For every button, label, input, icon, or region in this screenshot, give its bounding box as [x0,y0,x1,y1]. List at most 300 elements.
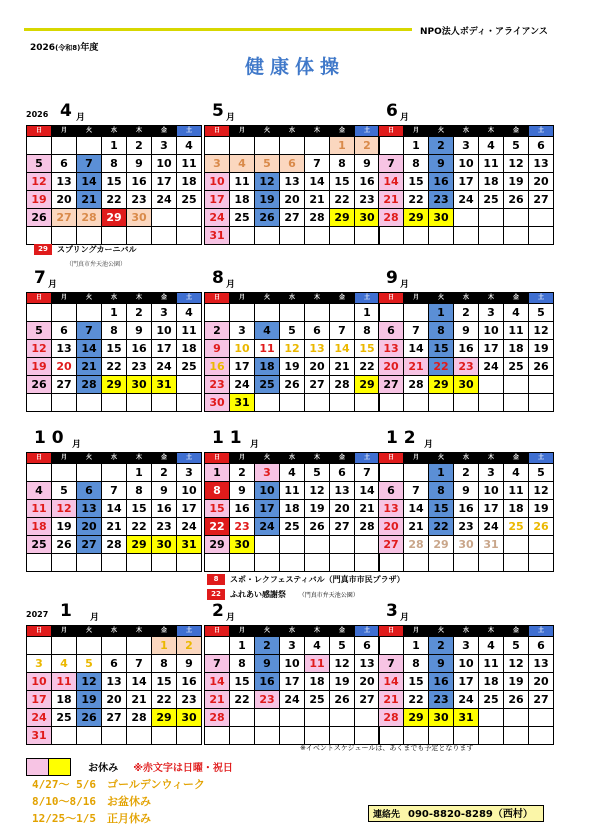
month-10 [26,601,197,745]
event-venue: （門真市弁天池公園） [298,592,359,599]
day-cell [280,709,305,727]
day-cell [305,709,330,727]
day-cell [504,376,529,394]
day-cell: 25 [255,376,280,394]
day-cell: 21 [305,191,330,209]
month-table [378,452,554,572]
page-title: 健康体操 [244,56,345,78]
day-cell: 15 [404,673,429,691]
era: (令和8) [55,44,81,52]
day-cell: 10 [479,482,504,500]
weekday-label: 日 [379,453,404,464]
day-cell: 20 [379,518,404,536]
day-cell: 5 [27,155,52,173]
day-cell: 7 [305,155,330,173]
day-cell [255,394,280,412]
month-table [26,452,202,572]
day-cell: 7 [127,655,152,673]
day-cell: 6 [305,322,330,340]
day-cell: 4 [504,464,529,482]
day-cell: 20 [355,673,380,691]
week-row [205,304,380,322]
day-cell: 17 [280,673,305,691]
day-cell [330,394,355,412]
legend-note: ※赤文字は日曜・祝日 [133,763,233,774]
day-cell [280,304,305,322]
day-cell: 23 [152,518,177,536]
day-cell: 7 [355,464,380,482]
week-row [379,536,554,554]
day-cell: 22 [152,691,177,709]
week-row [27,482,202,500]
day-cell: 25 [230,209,255,227]
day-cell [230,227,255,245]
month-header [26,268,196,292]
day-cell [102,727,127,745]
week-row [205,340,380,358]
day-cell: 18 [52,691,77,709]
day-cell: 19 [27,191,52,209]
day-cell [330,536,355,554]
day-cell [52,554,77,572]
month-table [378,292,554,412]
day-cell: 3 [27,655,52,673]
day-cell: 17 [152,173,177,191]
day-cell [280,227,305,245]
weekday-label: 火 [77,453,102,464]
event-note-nov-1 [207,574,405,585]
day-cell: 24 [454,691,479,709]
month-8 [204,428,375,572]
day-cell: 10 [152,322,177,340]
weekday-label: 金 [152,293,177,304]
day-cell: 24 [255,518,280,536]
day-cell [529,709,554,727]
day-cell [529,536,554,554]
month-table [378,625,554,745]
day-cell: 6 [52,322,77,340]
day-cell [52,304,77,322]
day-cell: 26 [305,518,330,536]
day-cell [355,227,380,245]
day-cell: 29 [429,376,454,394]
day-cell: 26 [529,518,554,536]
month-header [204,101,374,125]
day-cell [255,137,280,155]
weekday-label: 水 [102,126,127,137]
weekday-label: 月 [230,453,255,464]
day-cell: 3 [152,137,177,155]
day-cell: 6 [102,655,127,673]
day-cell: 3 [205,155,230,173]
weekday-label: 木 [305,626,330,637]
day-cell [27,227,52,245]
week-row [205,155,380,173]
day-cell [255,554,280,572]
day-cell [27,464,52,482]
day-cell [355,709,380,727]
day-cell: 4 [280,464,305,482]
month-suffix: 月 [226,280,236,290]
week-row [27,209,202,227]
day-cell: 13 [77,500,102,518]
day-cell: 9 [454,322,479,340]
day-cell: 7 [102,482,127,500]
day-cell: 28 [330,376,355,394]
weekday-label: 木 [479,453,504,464]
month-number: 3 [386,601,398,621]
day-cell: 8 [102,155,127,173]
month-suffix: 月 [424,440,434,450]
week-row [205,376,380,394]
day-cell: 14 [305,173,330,191]
day-cell: 27 [330,518,355,536]
week-row [27,394,202,412]
weekday-label: 木 [479,293,504,304]
day-cell: 6 [330,464,355,482]
day-cell [280,536,305,554]
day-cell: 6 [52,155,77,173]
day-cell: 8 [152,655,177,673]
day-cell: 23 [127,191,152,209]
day-cell: 16 [454,500,479,518]
day-cell [27,137,52,155]
month-number: 1 0 [34,428,64,448]
weekday-label: 土 [355,453,380,464]
month-header [378,268,548,292]
day-cell: 10 [454,655,479,673]
day-cell: 26 [255,209,280,227]
weekday-label: 金 [152,626,177,637]
month-number: 7 [34,268,46,288]
day-cell: 5 [330,637,355,655]
day-cell: 5 [504,137,529,155]
day-cell: 4 [52,655,77,673]
day-cell [305,227,330,245]
day-cell: 2 [355,137,380,155]
day-cell: 21 [355,500,380,518]
day-cell: 27 [379,376,404,394]
year-label: 2027 [26,610,49,619]
day-cell [255,227,280,245]
day-cell: 28 [77,209,102,227]
day-cell: 25 [479,191,504,209]
day-cell: 11 [52,673,77,691]
day-cell [379,394,404,412]
day-cell: 25 [504,518,529,536]
day-cell: 27 [52,209,77,227]
day-cell: 5 [255,155,280,173]
month-number: 6 [386,101,398,121]
day-cell [205,727,230,745]
weekday-label: 日 [205,453,230,464]
day-cell: 5 [27,322,52,340]
day-cell: 21 [77,358,102,376]
weekday-row [27,126,202,137]
weekday-row [205,126,380,137]
day-cell [152,227,177,245]
weekday-label: 金 [152,126,177,137]
day-cell [280,137,305,155]
day-cell: 27 [102,709,127,727]
day-cell: 21 [404,358,429,376]
weekday-label: 木 [305,293,330,304]
weekday-row [379,453,554,464]
day-cell [205,637,230,655]
weekday-label: 日 [379,626,404,637]
day-cell: 18 [280,500,305,518]
day-cell: 12 [27,173,52,191]
day-cell: 26 [77,709,102,727]
day-cell: 10 [230,340,255,358]
day-cell [177,394,202,412]
day-cell: 26 [529,358,554,376]
day-cell: 16 [177,673,202,691]
day-cell: 1 [102,137,127,155]
day-cell [379,637,404,655]
day-cell: 14 [404,340,429,358]
day-cell: 9 [255,655,280,673]
day-cell [177,554,202,572]
day-cell: 17 [255,500,280,518]
day-cell: 27 [529,191,554,209]
day-cell: 30 [355,209,380,227]
day-cell: 17 [152,340,177,358]
day-cell: 23 [454,518,479,536]
day-cell [504,209,529,227]
day-cell [379,304,404,322]
day-cell: 24 [152,358,177,376]
day-cell: 5 [52,482,77,500]
month-6 [378,268,549,412]
day-cell: 7 [379,655,404,673]
day-cell: 24 [280,691,305,709]
day-cell: 13 [355,655,380,673]
day-cell [429,727,454,745]
week-row [27,358,202,376]
day-cell: 5 [280,322,305,340]
day-cell: 13 [102,673,127,691]
weekday-label: 月 [230,126,255,137]
day-cell: 17 [205,191,230,209]
day-cell [255,304,280,322]
day-cell: 4 [305,637,330,655]
weekday-label: 土 [355,626,380,637]
day-cell [355,727,380,745]
day-cell: 23 [429,191,454,209]
week-row [27,500,202,518]
day-cell [102,394,127,412]
day-cell: 8 [127,482,152,500]
day-cell: 2 [454,464,479,482]
day-cell: 24 [479,518,504,536]
month-suffix: 月 [76,113,86,123]
day-cell: 29 [205,536,230,554]
week-row [379,227,554,245]
holiday-golden-week: 4/27〜 5/6 ゴールデンウィーク [32,778,205,791]
day-cell [330,227,355,245]
day-cell [52,394,77,412]
day-cell: 20 [529,673,554,691]
day-cell: 18 [27,518,52,536]
week-row [205,518,380,536]
day-cell: 8 [102,322,127,340]
day-cell: 15 [152,673,177,691]
week-row [379,518,554,536]
weekday-label: 火 [429,293,454,304]
day-cell: 5 [77,655,102,673]
day-cell: 1 [429,304,454,322]
day-cell [52,727,77,745]
month-5 [204,268,375,412]
weekday-row [379,126,554,137]
day-cell [305,394,330,412]
week-row [379,709,554,727]
day-cell: 26 [27,209,52,227]
day-cell: 15 [102,340,127,358]
week-row [27,155,202,173]
day-cell: 21 [404,518,429,536]
day-cell [27,394,52,412]
week-row [379,482,554,500]
event-label: ふれあい感謝祭 [230,590,286,599]
month-12 [378,601,549,745]
day-cell: 17 [454,673,479,691]
day-cell [77,227,102,245]
day-cell: 9 [429,155,454,173]
day-cell: 20 [330,500,355,518]
day-cell: 31 [152,376,177,394]
day-cell: 22 [127,518,152,536]
day-cell [230,709,255,727]
day-cell [429,554,454,572]
day-cell: 21 [205,691,230,709]
day-cell: 28 [127,709,152,727]
day-cell: 29 [330,209,355,227]
day-cell: 30 [152,536,177,554]
day-cell [305,304,330,322]
week-row [27,227,202,245]
day-cell: 27 [379,536,404,554]
month-table [204,452,380,572]
day-cell: 3 [152,304,177,322]
day-cell [52,137,77,155]
week-row [27,173,202,191]
weekday-label: 木 [479,126,504,137]
day-cell: 29 [102,209,127,227]
month-header [378,101,548,125]
day-cell: 11 [305,655,330,673]
day-cell: 16 [152,500,177,518]
month-suffix: 月 [226,613,236,623]
weekday-label: 土 [177,453,202,464]
day-cell: 18 [177,340,202,358]
day-cell: 15 [102,173,127,191]
weekday-label: 日 [27,293,52,304]
day-cell [77,394,102,412]
day-cell: 12 [52,500,77,518]
week-row [27,691,202,709]
day-cell [205,137,230,155]
week-row [205,209,380,227]
year-suffix: 年度 [80,43,99,53]
day-cell: 10 [152,155,177,173]
day-cell: 14 [355,482,380,500]
week-row [27,673,202,691]
day-cell [529,209,554,227]
day-cell: 2 [127,304,152,322]
day-cell: 28 [404,536,429,554]
week-row [27,536,202,554]
month-table [204,292,380,412]
weekday-label: 水 [102,626,127,637]
day-cell: 8 [355,322,380,340]
week-row [379,304,554,322]
month-number: 4 [60,101,72,121]
month-table [204,625,380,745]
day-cell: 16 [230,500,255,518]
day-cell: 30 [454,376,479,394]
weekday-label: 火 [255,293,280,304]
weekday-label: 日 [205,626,230,637]
day-cell: 18 [305,673,330,691]
day-cell: 12 [27,340,52,358]
weekday-label: 火 [77,626,102,637]
day-cell: 16 [454,340,479,358]
day-cell: 2 [205,322,230,340]
day-cell [479,727,504,745]
day-cell: 22 [102,358,127,376]
week-row [379,358,554,376]
day-cell: 11 [177,322,202,340]
weekday-label: 金 [152,453,177,464]
day-cell [102,554,127,572]
day-cell [230,304,255,322]
day-cell [330,554,355,572]
week-row [379,500,554,518]
weekday-label: 水 [454,626,479,637]
day-cell: 1 [429,464,454,482]
day-cell: 14 [404,500,429,518]
day-cell: 31 [479,536,504,554]
weekday-row [379,293,554,304]
legend [26,756,233,776]
day-cell [177,727,202,745]
day-cell [404,304,429,322]
week-row [27,137,202,155]
day-cell [127,227,152,245]
day-cell: 14 [330,340,355,358]
day-cell: 21 [379,191,404,209]
day-cell: 17 [27,691,52,709]
weekday-label: 土 [177,126,202,137]
weekday-label: 金 [330,126,355,137]
day-cell [404,227,429,245]
day-cell: 8 [330,155,355,173]
day-cell: 9 [230,482,255,500]
day-cell: 3 [177,464,202,482]
day-cell: 7 [205,655,230,673]
day-cell: 21 [330,358,355,376]
day-cell [205,304,230,322]
day-cell: 13 [305,340,330,358]
day-cell [177,376,202,394]
day-cell: 10 [280,655,305,673]
month-header [204,428,374,452]
week-row [205,394,380,412]
weekday-label: 土 [529,126,554,137]
month-suffix: 月 [72,440,82,450]
